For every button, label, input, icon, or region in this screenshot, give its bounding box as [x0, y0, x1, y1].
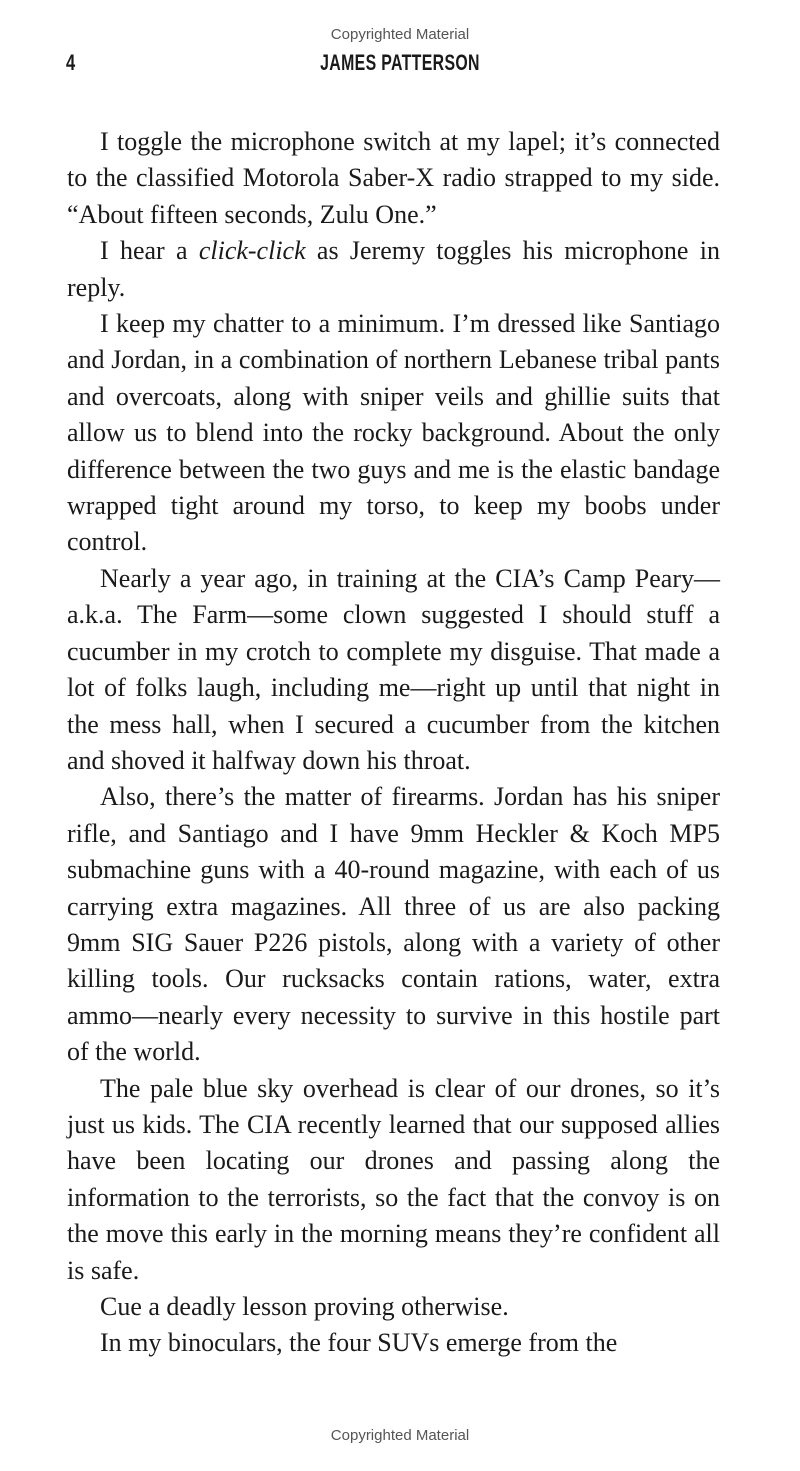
paragraph: I keep my chatter to a minimum. I’m dressed like Santiago and Jordan, in a combination of northern Lebanese tribal pants and overcoats, along with sniper veils and ghillie suits that allow us to blend into the rocky background. About the only difference between the two guys and me is the elastic bandage wrapped tight around my torso, to keep my boobs under control.: [67, 309, 720, 557]
paragraph: The pale blue sky overhead is clear of our drones, so it’s just us kids. The CIA recently learned that our supposed allies have been locating our drones and passing along the information to the terrorists, so the fact that the convoy is on the move this early in the morning means they’re confident all is safe.: [67, 1073, 720, 1285]
running-head: [0, 50, 800, 80]
paragraph: Also, there’s the matter of firearms. Jordan has his sniper rifle, and Santiago and I have 9mm Heckler & Koch MP5 submachine guns with a 40-round magazine, with each of us carrying extra magazines. All three of us are also packing 9mm SIG Sauer P226 pistols, along with a variety of other killing tools. Our rucksacks contain rations, water, extra ammo—nearly every necessity to survive in this hostile part of the world.: [67, 782, 720, 1067]
copyright-watermark-top: Copyrighted Material: [330, 26, 470, 43]
paragraph-text: as Jeremy toggles his microphone in reply.: [67, 236, 720, 302]
paragraph-text: I hear a: [100, 236, 199, 266]
page-number: 4: [66, 50, 76, 75]
body-text: [67, 124, 720, 1362]
paragraph: [67, 233, 720, 306]
author-header: JAMES PATTERSON: [320, 50, 480, 75]
paragraph: I toggle the microphone switch at my lapel; it’s connected to the classified Motorola Saber-X radio strapped to my side. “About fifteen seconds, Zulu One.”: [67, 127, 720, 229]
copyright-watermark-bottom: Copyrighted Material: [330, 1427, 470, 1444]
paragraph: In my binoculars, the four SUVs emerge from the: [100, 1328, 618, 1358]
emphasis-text: click-click: [198, 236, 306, 266]
paragraph: Nearly a year ago, in training at the CIA’s Camp Peary—a.k.a. The Farm—some clown suggested I should stuff a cucumber in my crotch to complete my disguise. That made a lot of folks laugh, including me—right up until that night in the mess hall, when I secured a cucumber from the kitchen and shoved it halfway down his throat.: [67, 563, 720, 775]
paragraph: Cue a deadly lesson proving otherwise.: [100, 1292, 509, 1321]
